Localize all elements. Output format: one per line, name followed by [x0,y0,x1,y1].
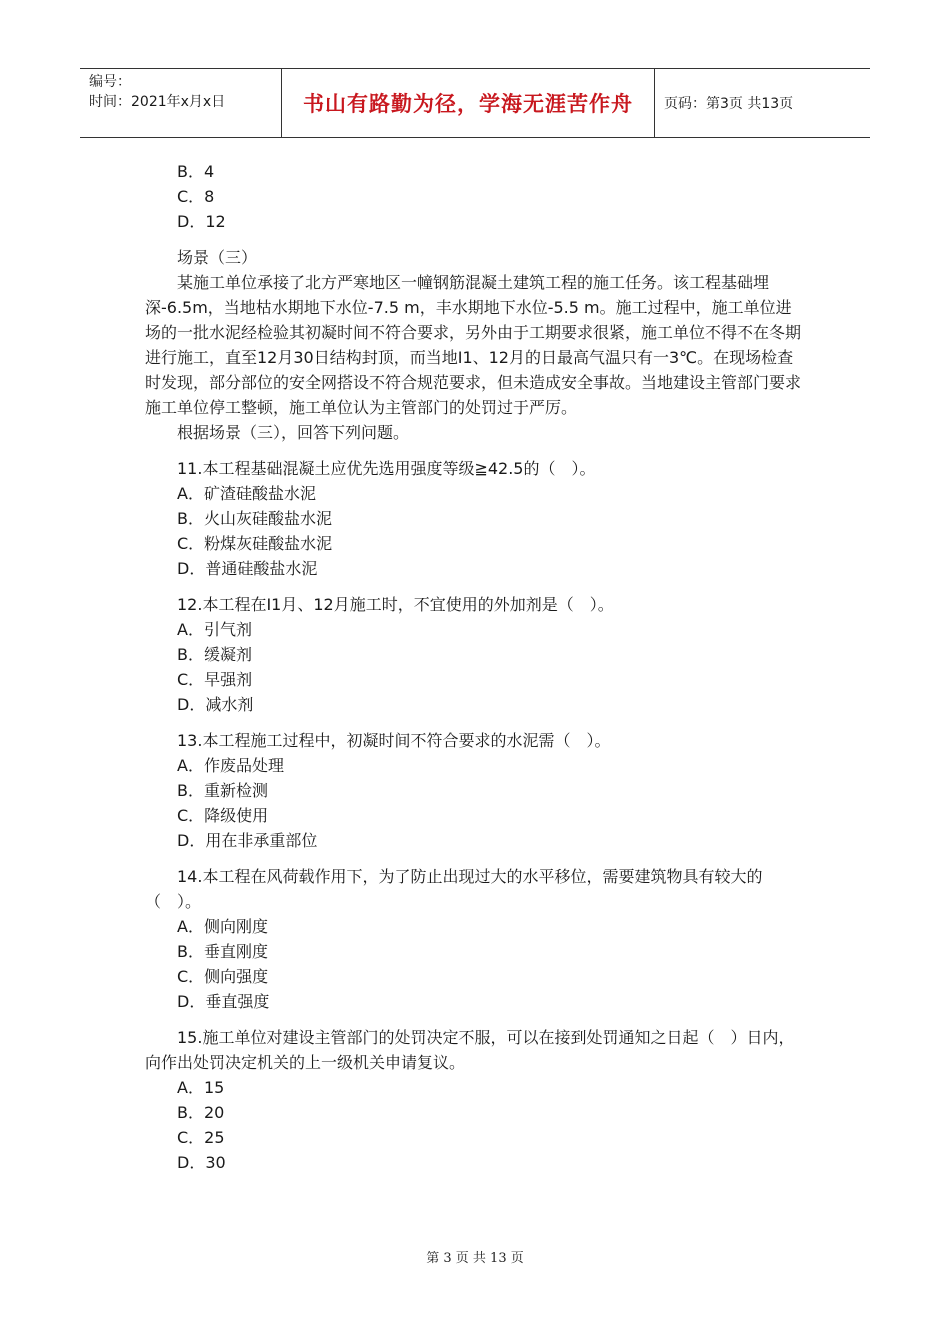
question-option: B．垂直刚度 [177,942,268,961]
header-motto: 书山有路勤为径，学海无涯苦作舟 [303,92,633,116]
doc-number-label: 编号： [89,74,131,90]
scenario-body: 某施工单位承接了北方严寒地区一幢钢筋混凝土建筑工程的施工任务。该工程基础埋深-6.5m，当地枯水期地下水位-7.5 m，丰水期地下水位-5.5 m。施工过程中，施工单位进场的一批水泥经检验其初凝时间不符合要求，另外由于工期要求很紧，施工单位不得不在冬期进行施工，直至12月30日结构封顶，而当地I1、12月的日最高气温只有一3℃。在现场检查时发现，部分部位的安全网搭设不符合规范要求，但未造成安全事故。当地建设主管部门要求施工单位停工整顿，施工单位认为主管部门的处罚过于严厉。 [145,273,802,417]
scenario-title: 场景（三） [177,248,258,267]
question-option: B．20 [177,1103,225,1122]
header-page-info: 页码：第3页 共13页 [664,96,794,112]
header-meta [80,69,282,137]
question-option: A．矿渣硅酸盐水泥 [177,484,316,503]
question-option: B．缓凝剂 [177,645,252,664]
question-stem: 15.施工单位对建设主管部门的处罚决定不服，可以在接到处罚通知之日起（ ）日内，向作出处罚决定机关的上一级机关申请复议。 [145,1028,795,1072]
question-option: A．引气剂 [177,620,252,639]
question-option: D．垂直强度 [177,992,270,1011]
question-option: C．早强剂 [177,670,253,689]
question-12 [145,592,805,717]
question-stem: 13.本工程施工过程中，初凝时间不符合要求的水泥需（ ）。 [177,731,611,750]
question-option: A．15 [177,1078,225,1097]
question-option: B．重新检测 [177,781,268,800]
question-stem: 14.本工程在风荷载作用下，为了防止出现过大的水平移位，需要建筑物具有较大的（ ）。 [145,867,763,911]
prev-option: B．4 [177,162,215,181]
header-motto-cell [282,69,655,137]
document-body [145,159,805,1175]
prev-option: C．8 [177,187,215,206]
question-14 [145,864,805,1014]
question-option: B．火山灰硅酸盐水泥 [177,509,332,528]
page-header [80,68,870,138]
question-option: D．30 [177,1153,226,1172]
question-15 [145,1025,805,1175]
question-option: C．侧向强度 [177,967,269,986]
question-option: D．普通硅酸盐水泥 [177,559,318,578]
page-footer: 第 3 页 共 13 页 [426,1251,524,1266]
question-option: D．用在非承重部位 [177,831,318,850]
question-option: D．减水剂 [177,695,254,714]
question-option: C．降级使用 [177,806,269,825]
question-stem: 12.本工程在I1月、12月施工时，不宜使用的外加剂是（ ）。 [177,595,614,614]
header-page-info-cell [655,69,870,137]
question-stem: 11.本工程基础混凝土应优先选用强度等级≧42.5的（ ）。 [177,459,596,478]
scenario-instruction: 根据场景（三），回答下列问题。 [177,423,410,442]
question-option: C．粉煤灰硅酸盐水泥 [177,534,333,553]
question-option: A．侧向刚度 [177,917,268,936]
question-option: A．作废品处理 [177,756,284,775]
question-option: C．25 [177,1128,225,1147]
question-13 [145,728,805,853]
time-label: 时间：2021年x月x日 [89,94,226,110]
question-11 [145,456,805,581]
prev-option: D．12 [177,212,226,231]
